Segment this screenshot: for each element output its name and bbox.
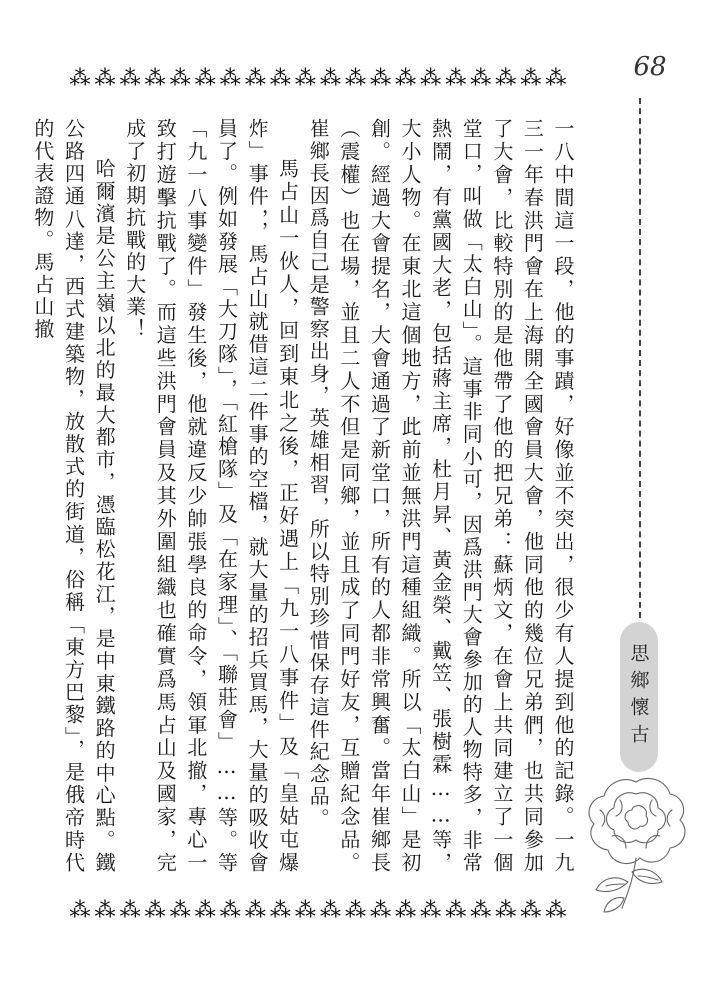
ornament-icon: ⁂ — [144, 66, 166, 90]
ornament-icon: ⁂ — [244, 898, 266, 922]
ornament-icon: ⁂ — [144, 898, 166, 922]
ornament-icon: ⁂ — [545, 66, 567, 90]
ornament-icon: ⁂ — [545, 898, 567, 922]
ornament-icon: ⁂ — [470, 898, 492, 922]
ornament-icon: ⁂ — [445, 898, 467, 922]
ornament-icon: ⁂ — [420, 66, 442, 90]
paragraph: 一八中間這一段，他的事蹟，好像並不突出，很少有人提到他的記錄。一九三一年春洪門會在上海開全國會員大會，他同他的幾位兄弟們，也共同參加了大會，比較特別的是他帶了他的把兄弟：蘇炳文，在會上共同建立了一個堂口，叫做「太白山」。這事非同小可，因爲洪門大會參加的人物特多，非常熱鬧，有黨國大老，包括蔣主席，杜月昇、黃金榮、戴笠、張樹霖……等，大小人物。在東北這個地方，此前並無洪門這種組織。所以「太白山」是初創。經過大會提名，大會通過了新堂口，所有的人都非常興奮。當年崔鄉長（震權）也在場，並且二人不但是同鄉，並且成了同門好友，互贈紀念品。崔鄉長因爲自己是警察出身，英雄相習，所以特別珍惜保存這件紀念品。 — [306, 118, 575, 874]
ornament-icon: ⁂ — [470, 66, 492, 90]
ornament-icon: ⁂ — [69, 898, 91, 922]
ornament-icon: ⁂ — [345, 898, 367, 922]
ornament-icon: ⁂ — [319, 66, 341, 90]
ornament-icon: ⁂ — [294, 66, 316, 90]
ornament-icon: ⁂ — [520, 898, 542, 922]
ornament-icon: ⁂ — [395, 898, 417, 922]
ornament-icon: ⁂ — [194, 898, 216, 922]
ornament-icon: ⁂ — [495, 66, 517, 90]
ornament-icon: ⁂ — [269, 898, 291, 922]
page-number: 68 — [633, 52, 667, 82]
ornament-icon: ⁂ — [219, 66, 241, 90]
ornament-icon: ⁂ — [119, 66, 141, 90]
ornament-icon: ⁂ — [94, 898, 116, 922]
ornament-icon: ⁂ — [445, 66, 467, 90]
ornament-icon: ⁂ — [319, 898, 341, 922]
ornament-icon: ⁂ — [420, 898, 442, 922]
ornament-icon: ⁂ — [169, 898, 191, 922]
ornament-icon: ⁂ — [520, 66, 542, 90]
ornament-icon: ⁂ — [370, 66, 392, 90]
peony-flower-icon — [576, 770, 696, 920]
ornament-icon: ⁂ — [395, 66, 417, 90]
paragraph: 哈爾濱是公主嶺以北的最大都市，憑臨松花江，是中東鐵路的中心點。鐵公路四通八達，西式建築物，放散式的街道，俗稱「東方巴黎」，是俄帝時代的代表證物。馬占山撤 — [30, 118, 117, 874]
margin-divider — [639, 98, 641, 618]
ornament-icon: ⁂ — [119, 898, 141, 922]
ornament-icon: ⁂ — [244, 66, 266, 90]
ornament-icon: ⁂ — [294, 898, 316, 922]
ornament-icon: ⁂ — [194, 66, 216, 90]
ornament-icon: ⁂ — [370, 898, 392, 922]
bottom-ornament-border — [68, 898, 568, 922]
vertical-text-body — [30, 118, 578, 874]
top-ornament-border — [68, 66, 568, 90]
ornament-icon: ⁂ — [495, 898, 517, 922]
ornament-icon: ⁂ — [219, 898, 241, 922]
ornament-icon: ⁂ — [269, 66, 291, 90]
ornament-icon: ⁂ — [69, 66, 91, 90]
section-title-tab: 思鄉懷古 — [620, 622, 658, 772]
paragraph: 馬占山一伙人，回到東北之後，正好遇上「九一八事件」及「皇姑屯爆炸」事件，，馬占山就借這二件事的空檔，就大量的招兵買馬，大量的吸收會員了。例如發展「大刀隊」，「紅槍隊」及「在家理」、「聯莊會」……等。等「九一八事變件」發生後，他就違反少帥張學良的命令，領軍北撤，專心一致打遊擊抗戰了。而這些洪門會員及其外圍組織也確實爲馬占山及國家，完成了初期抗戰的大業！ — [122, 118, 300, 874]
ornament-icon: ⁂ — [169, 66, 191, 90]
ornament-icon: ⁂ — [94, 66, 116, 90]
ornament-icon: ⁂ — [345, 66, 367, 90]
